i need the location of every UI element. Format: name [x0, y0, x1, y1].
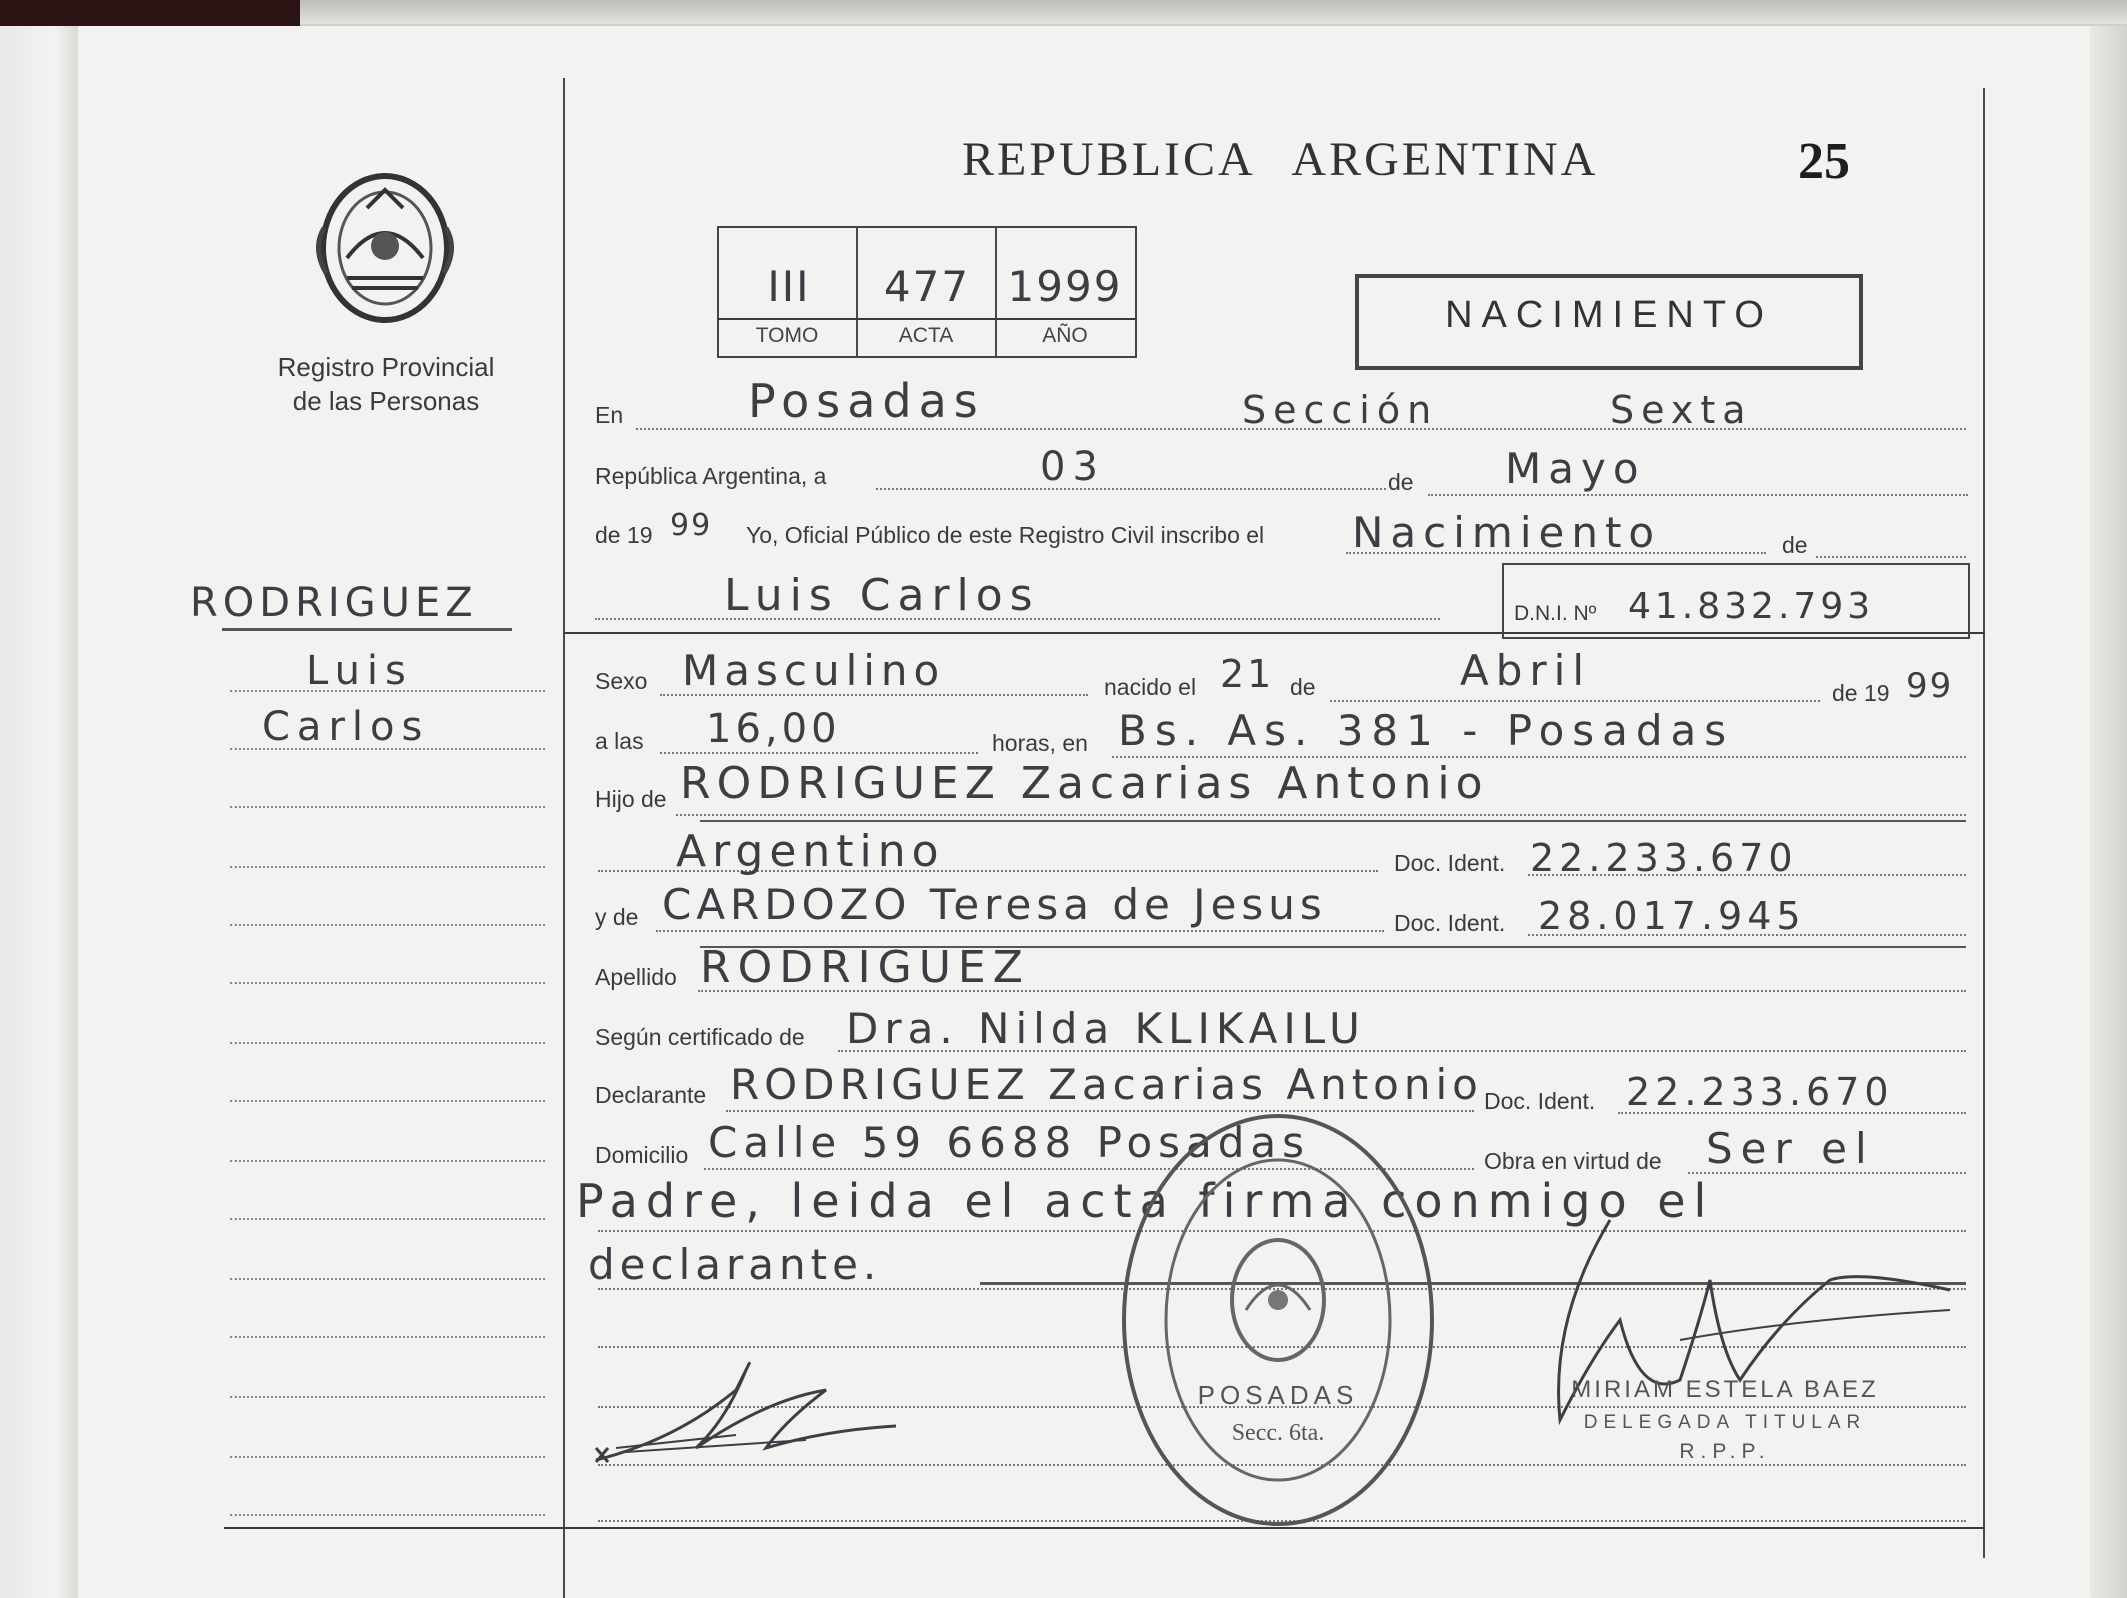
- doc-label-mother: Doc. Ident.: [1394, 910, 1506, 936]
- agency-name-line1: Registro Provincial: [277, 352, 495, 382]
- country-heading: REPUBLICA ARGENTINA: [962, 133, 1599, 186]
- republica-label: República Argentina, a: [595, 463, 827, 489]
- mother-doc: 28.017.945: [1538, 894, 1806, 938]
- official-org: R.P.P.: [1679, 1440, 1771, 1463]
- de-label-2: de: [1782, 532, 1808, 558]
- year-prefix: de 19: [595, 522, 653, 548]
- official-name: MIRIAM ESTELA BAEZ: [1571, 1376, 1879, 1403]
- margin-surname: RODRIGUEZ: [190, 580, 478, 626]
- obra-continuation-2: declarante.: [588, 1240, 882, 1289]
- father-nationality: Argentino: [676, 826, 945, 877]
- birth-year-suffix: 99: [1906, 666, 1954, 706]
- right-border: [1983, 88, 1985, 1558]
- tomo-value: III: [767, 262, 811, 311]
- act-type-value: Nacimiento: [1352, 508, 1662, 557]
- birth-year-prefix: de 19: [1832, 680, 1890, 706]
- double-line: [700, 820, 1966, 822]
- de-label-3: de: [1290, 674, 1316, 700]
- doc-label-father: Doc. Ident.: [1394, 850, 1506, 876]
- a-las-label: a las: [595, 728, 644, 754]
- sexo-value: Masculino: [682, 646, 946, 695]
- registry-stamp-icon: [1118, 1110, 1438, 1530]
- ano-label: AÑO: [1042, 324, 1088, 347]
- doc-label-declarante: Doc. Ident.: [1484, 1088, 1596, 1114]
- declarante-label: Declarante: [595, 1082, 707, 1108]
- hijo-label: Hijo de: [595, 786, 667, 812]
- doctor-value: Dra. Nilda KLIKAILU: [846, 1004, 1366, 1053]
- line: [876, 488, 1386, 490]
- margin-line: [230, 1336, 545, 1338]
- margin-line: [230, 1278, 545, 1280]
- margin-divider: [563, 78, 565, 1598]
- certificado-label: Según certificado de: [595, 1024, 805, 1050]
- stamp-city: POSADAS: [1197, 1380, 1359, 1410]
- apellido-label: Apellido: [595, 964, 677, 990]
- horas-label: horas, en: [992, 730, 1088, 756]
- sexo-label: Sexo: [595, 668, 648, 694]
- acta-value: 477: [883, 262, 971, 311]
- line: [676, 814, 1966, 816]
- father-name: RODRIGUEZ Zacarias Antonio: [680, 758, 1489, 809]
- year-suffix: 99: [670, 508, 713, 543]
- section-word: Sección: [1242, 388, 1439, 432]
- margin-line: [230, 1160, 545, 1162]
- margin-line: [230, 1396, 545, 1398]
- box-label-divider: [717, 318, 1135, 320]
- page-stack-edge: [2090, 26, 2127, 1598]
- line: [660, 752, 978, 754]
- margin-line: [230, 924, 545, 926]
- tomo-label: TOMO: [755, 324, 819, 347]
- margin-line: [230, 806, 545, 808]
- birth-day-value: 21: [1220, 652, 1275, 696]
- obra-continuation: Padre, leida el acta firma conmigo el: [576, 1174, 1715, 1228]
- margin-line: [230, 1456, 545, 1458]
- obra-value: Ser el: [1706, 1124, 1875, 1173]
- declarante-value: RODRIGUEZ Zacarias Antonio: [730, 1060, 1483, 1109]
- place-value: Bs. As. 381 - Posadas: [1118, 706, 1735, 755]
- page-number: 25: [1798, 133, 1850, 190]
- line: [1428, 494, 1968, 496]
- margin-line: [230, 690, 545, 692]
- line: [1330, 700, 1820, 702]
- en-label: En: [595, 402, 624, 428]
- de-label: de: [1388, 469, 1414, 495]
- facing-page: [0, 26, 78, 1598]
- oficial-text: Yo, Oficial Público de este Registro Civil inscribo el: [746, 522, 1265, 548]
- apellido-value: RODRIGUEZ: [700, 942, 1030, 993]
- declarant-signature: [586, 1330, 926, 1470]
- month-value: Mayo: [1505, 444, 1646, 493]
- father-doc: 22.233.670: [1530, 836, 1798, 880]
- section-value: Sexta: [1610, 388, 1753, 432]
- book-cover-edge: [0, 0, 300, 26]
- margin-given-name-2: Carlos: [262, 704, 430, 750]
- margin-line: [230, 1514, 545, 1516]
- child-name: Luis Carlos: [724, 570, 1040, 621]
- surname-underline: [222, 628, 512, 631]
- day-value: 03: [1040, 444, 1105, 490]
- dni-label: D.N.I. Nº: [1514, 602, 1597, 625]
- birth-month-value: Abril: [1460, 646, 1591, 695]
- line: [1816, 556, 1966, 558]
- document-type: NACIMIENTO: [1445, 294, 1773, 336]
- y-de-label: y de: [595, 904, 639, 930]
- bottom-border: [224, 1527, 1985, 1529]
- dni-value: 41.832.793: [1628, 586, 1875, 627]
- domicilio-label: Domicilio: [595, 1142, 689, 1168]
- line: [656, 930, 1384, 932]
- hour-value: 16,00: [706, 706, 841, 752]
- margin-line: [230, 866, 545, 868]
- obra-label: Obra en virtud de: [1484, 1148, 1662, 1174]
- official-title: DELEGADA TITULAR: [1583, 1412, 1867, 1433]
- agency-name-line2: de las Personas: [292, 386, 480, 416]
- margin-line: [230, 1042, 545, 1044]
- nacido-label: nacido el: [1104, 674, 1197, 700]
- stamp-section: Secc. 6ta.: [1231, 1420, 1325, 1446]
- margin-line: [230, 982, 545, 984]
- margin-line: [230, 1218, 545, 1220]
- domicilio-value: Calle 59 6688 Posadas: [708, 1118, 1311, 1167]
- acta-label: ACTA: [898, 324, 954, 347]
- page-top-edge: [300, 0, 2127, 24]
- declarante-doc: 22.233.670: [1626, 1070, 1894, 1114]
- margin-given-name-1: Luis: [306, 648, 413, 694]
- margin-line: [230, 1100, 545, 1102]
- ano-value: 1999: [1007, 262, 1123, 311]
- margin-line: [230, 748, 545, 750]
- mother-name: CARDOZO Teresa de Jesus: [662, 880, 1327, 929]
- province-seal-icon: [312, 168, 458, 328]
- city-value: Posadas: [748, 374, 985, 428]
